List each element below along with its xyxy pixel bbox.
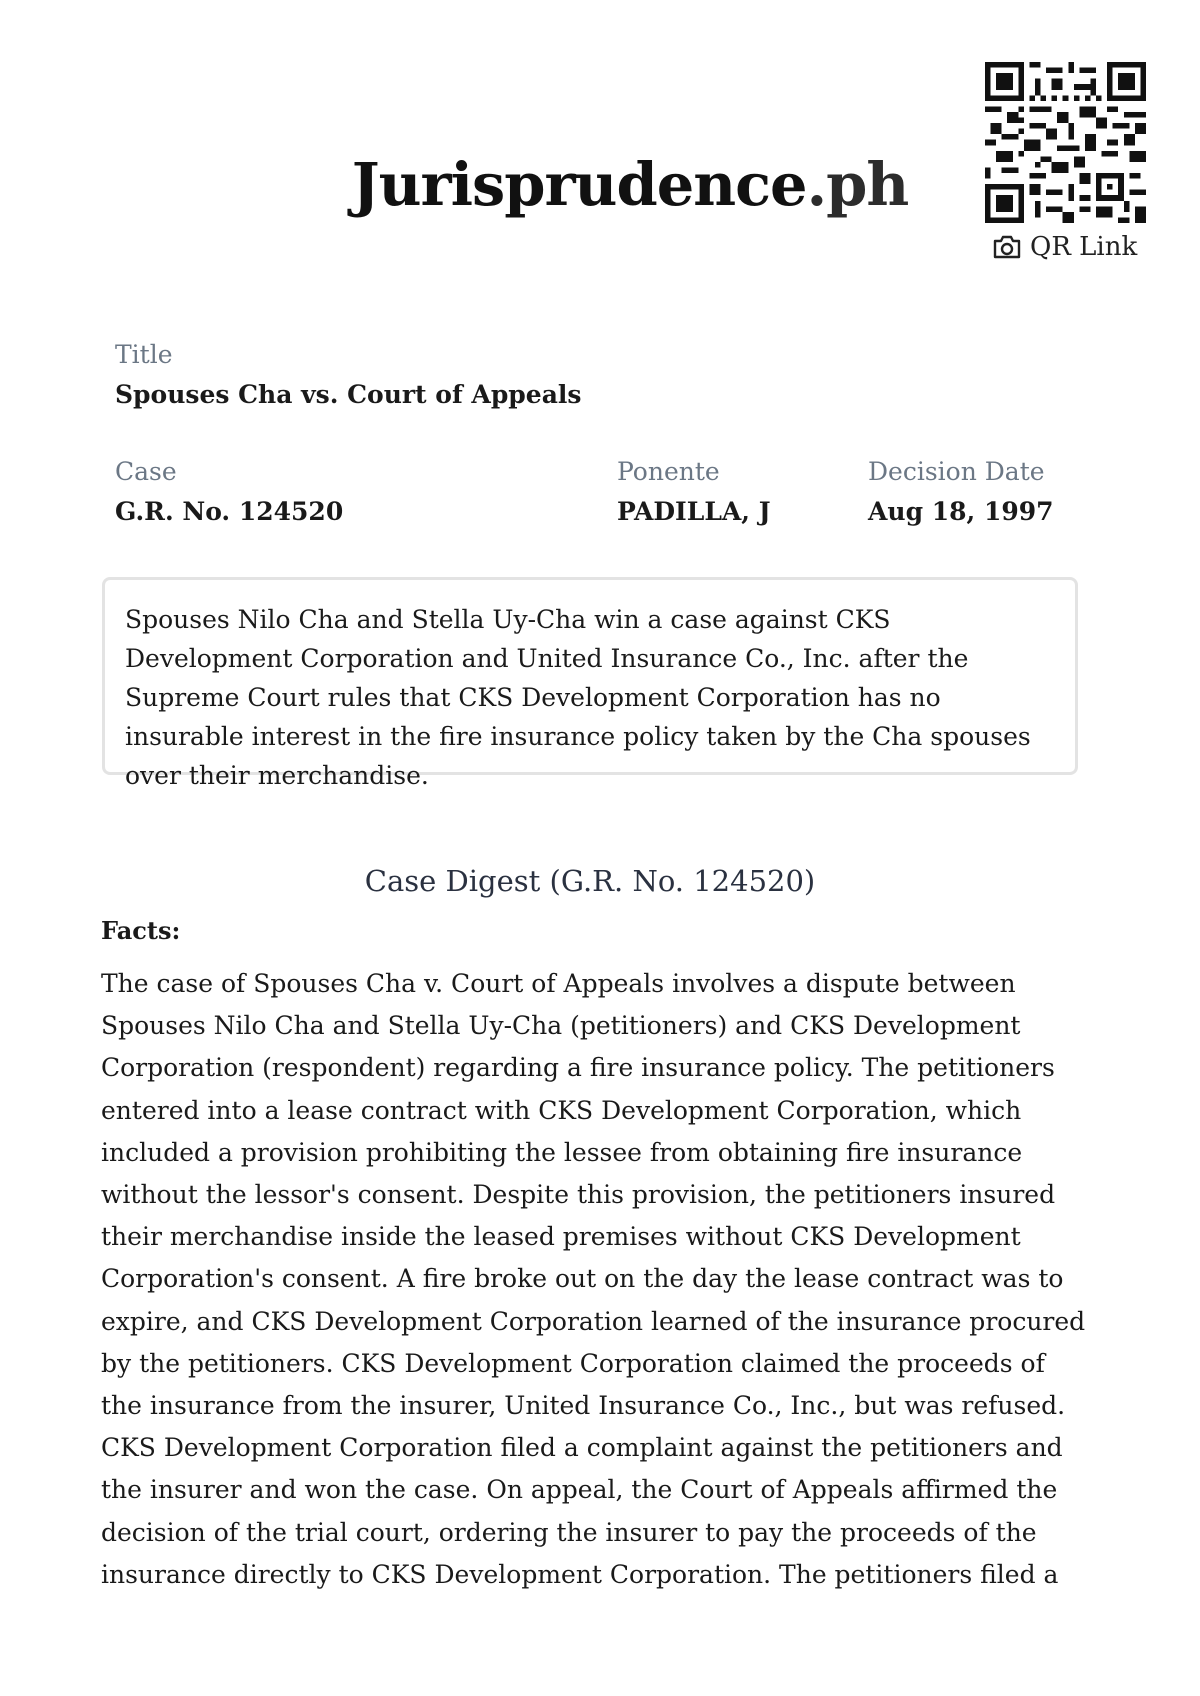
ponente-value: PADILLA, J: [617, 497, 771, 526]
case-digest-title: Case Digest (G.R. No. 124520): [364, 864, 816, 898]
case-label: Case: [115, 457, 177, 486]
case-value: G.R. No. 124520: [115, 497, 344, 526]
title-label: Title: [115, 340, 173, 369]
ponente-label: Ponente: [617, 457, 720, 486]
qr-link[interactable]: [992, 232, 1137, 262]
facts-paragraph: The case of Spouses Cha v. Court of Appeals involves a dispute between Spouses Nilo Cha and Stella Uy-Cha (petitioners) and CKS Development Corporation (respondent) regarding a fire insurance policy. The petitioners entered into a lease contract with CKS Development Corporation, which included a provision prohibiting the lessee from obtaining fire insurance without the lessor's consent. Despite this provision, the petitioners insured their merchandise inside the leased premises without CKS Development Corporation's consent. A fire broke out on the day the lease contract was to expire, and CKS Development Corporation learned of the insurance procured by the petitioners. CKS Development Corporation claimed the proceeds of the insurance from the insurer, United Insurance Co., Inc., but was refused. CKS Development Corporation filed a complaint against the petitioners and the insurer and won the case. On appeal, the Court of Appeals affirmed the decision of the trial court, ordering the insurer to pay the proceeds of the insurance directly to CKS Development Corporation. The petitioners filed a: [101, 969, 1086, 1589]
qr-link-label: QR Link: [1030, 232, 1138, 262]
case-summary: Spouses Nilo Cha and Stella Uy-Cha win a case against CKS Development Corporation and United Insurance Co., Inc. after the Supreme Court rules that CKS Development Corporation has no insurable interest in the fire insurance policy taken by the Cha spouses over their merchandise.: [102, 577, 1078, 775]
title-value: Spouses Cha vs. Court of Appeals: [115, 380, 582, 409]
decision-date-value: Aug 18, 1997: [868, 497, 1054, 526]
logo-main-text: Jurisprudence: [351, 150, 807, 219]
logo-tld-text: .ph: [806, 150, 909, 219]
facts-heading: Facts:: [101, 916, 181, 945]
decision-date-label: Decision Date: [868, 457, 1045, 486]
qr-code[interactable]: [985, 62, 1146, 223]
camera-icon: [992, 234, 1022, 260]
